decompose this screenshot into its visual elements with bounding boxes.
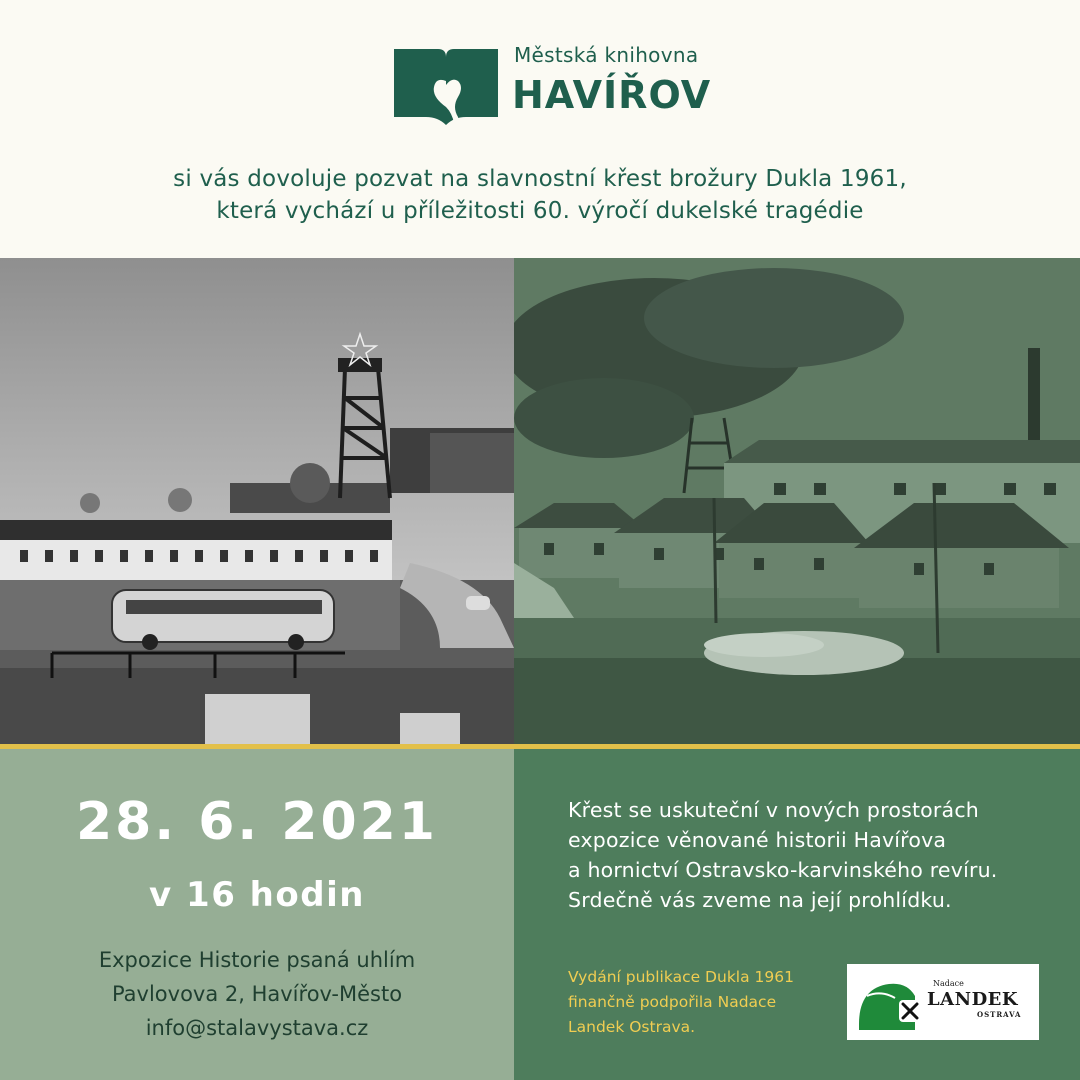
venue-address: Pavlovova 2, Havířov-Město	[111, 982, 403, 1006]
event-time: v 16 hodin	[149, 875, 365, 915]
event-date: 28. 6. 2021	[76, 792, 438, 852]
landek-logo-name: LANDEK	[927, 989, 1019, 1010]
contact-email: info@stalavystava.cz	[145, 1016, 369, 1040]
venue-name: Expozice Historie psaná uhlím	[98, 948, 416, 972]
description-line-1: Křest se uskuteční v nových prostorách	[568, 798, 979, 822]
miner-helmet-hammer-icon	[855, 974, 927, 1032]
logo-subtitle: Městská knihovna	[514, 43, 699, 67]
invitation-line-2: která vychází u příležitosti 60. výročí dukelské tragédie	[216, 198, 864, 224]
description-line-2: expozice věnované historii Havířova	[568, 828, 947, 852]
landek-foundation-logo	[847, 964, 1039, 1040]
header	[0, 0, 1080, 258]
invitation-line-1: si vás dovoluje pozvat na slavnostní křest brožury Dukla 1961,	[173, 166, 907, 192]
contemporary-photo-green-tint	[514, 258, 1080, 744]
description-panel	[514, 749, 1080, 1080]
sponsor-line-1: Vydání publikace Dukla 1961	[568, 968, 794, 986]
logo-title: HAVÍŘOV	[512, 73, 712, 117]
description-line-4: Srdečně vás zveme na její prohlídku.	[568, 888, 952, 912]
landek-logo-prefix: Nadace	[933, 979, 964, 988]
sponsor-line-2: finančně podpořila Nadace	[568, 993, 777, 1011]
sponsor-line-3: Landek Ostrava.	[568, 1018, 696, 1036]
historic-photo-black-white	[0, 258, 514, 744]
event-info-panel	[0, 749, 514, 1080]
library-book-heart-logo-icon	[392, 47, 500, 133]
landek-logo-city: OSTRAVA	[977, 1010, 1022, 1019]
description-line-3: a hornictví Ostravsko-karvinského revíru.	[568, 858, 998, 882]
